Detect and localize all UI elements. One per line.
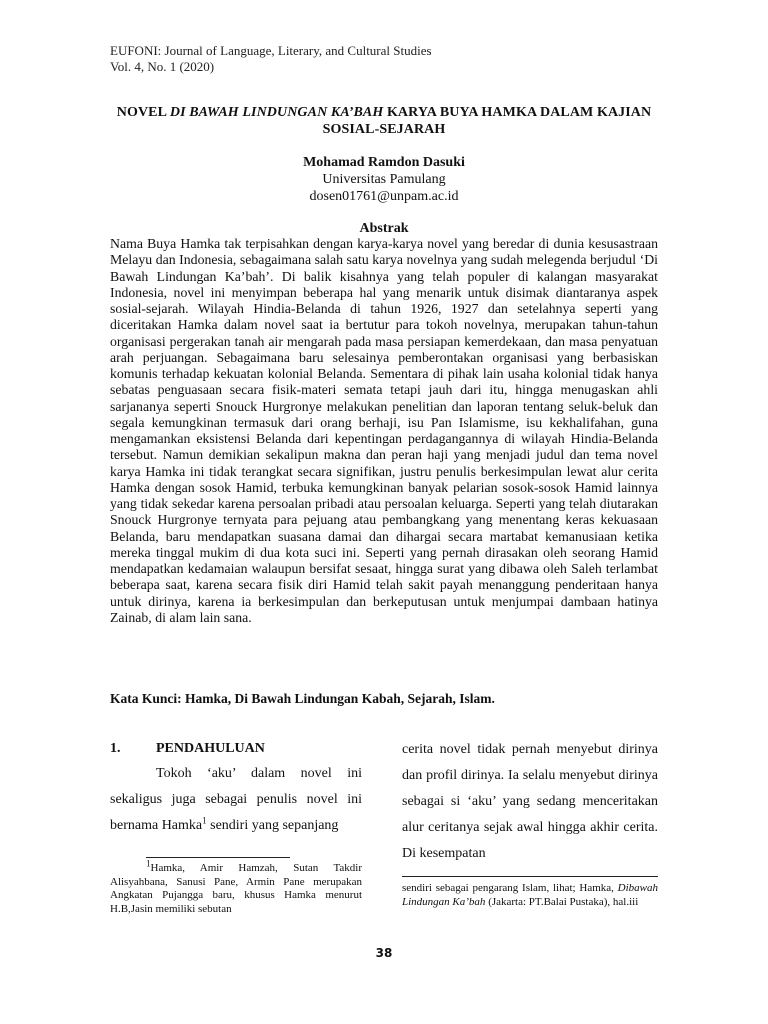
footnote-right-italic: Dibawah Lindungan Ka’bah — [402, 882, 658, 908]
intro-text-b: sendiri yang sepanjang — [206, 818, 339, 833]
author-affiliation: Universitas Pamulang — [322, 172, 446, 187]
author-email: dosen01761@unpam.ac.id — [309, 189, 459, 204]
section-number: 1. — [110, 741, 121, 756]
intro-text-a: Tokoh ‘aku’ dalam novel ini sekaligus juga sebagai penulis novel ini bernama Hamka — [110, 766, 362, 833]
page-number: 38 — [375, 946, 393, 960]
footnote-divider-left — [146, 857, 290, 858]
intro-paragraph-left — [110, 761, 362, 839]
author-block — [110, 154, 658, 205]
body-column-right: cerita novel tidak pernah menyebut dirinya dan profil dirinya. Ia selalu menyebut dirinya sebagai si ‘aku’ yang sedang menceritakan alur ceritanya sejak awal hingga akhir cerita. Di kesempatan — [402, 742, 658, 861]
footnote-right — [402, 882, 658, 909]
journal-name: EUFONI: Journal of Language, Literary, and Cultural Studies — [110, 43, 432, 58]
section-heading — [110, 737, 362, 761]
keywords: Kata Kunci: Hamka, Di Bawah Lindungan Kabah, Sejarah, Islam. — [110, 691, 495, 706]
footnote-mark-1: 1 — [146, 858, 151, 869]
footnote-left — [110, 858, 362, 916]
title-prefix: NOVEL — [116, 105, 170, 120]
section-title: PENDAHULUAN — [156, 741, 265, 756]
title-suffix: KARYA BUYA HAMKA DALAM KAJIAN SOSIAL-SEJARAH — [322, 105, 652, 137]
author-name: Mohamad Ramdon Dasuki — [303, 155, 465, 170]
body-column-left — [110, 737, 362, 839]
footnote-ref-1: 1 — [202, 815, 207, 826]
running-header — [110, 43, 432, 75]
journal-volume: Vol. 4, No. 1 (2020) — [110, 59, 215, 74]
abstract-text: Nama Buya Hamka tak terpisahkan dengan karya-karya novel yang beredar di dunia kesusastraan Melayu dan Indonesia, sebagaimana salah satu karya novelnya yang sudah melegenda berjudul ‘Di Bawah Lindungan Ka’bah’. Di balik kisahnya yang telah populer di kalangan masyarakat Indonesia, novel ini menyimpan beberapa hal yang menarik untuk disimak diantaranya aspek sosial-sejarah. Wilayah Hindia-Belanda di tahun 1926, 1927 dan setelahnya seperti yang diceritakan Hamka dalam novel saat ia bertutur para tokoh novelnya, merupakan tahun-tahun organisasi pergerakan tanah air mengarah pada masa persiapan kemerdekaan, dan masa penyatuan arah perjuangan. Sebagaimana baru selesainya pemberontakan organisasi yang berbasiskan komunis terhadap kekuatan kolonial Belanda. Sementara di pihak lain usaha kolonial tidak hanya sebatas penguasaan secara fisik-materi semata tetapi jauh dari itu, hingga menugaskan ahli sarjananya seperti Snouck Hurgronye melakukan penelitian dan laporan tentang seluk-beluk dan segala kemungkinan termasuk dari orang berhaji, isu Pan Islamisme, isu kekhalifahan, guna mengamankan eksistensi Belanda dari kepentingan perdagangannya di wilayah Hindia-Belanda tersebut. Namun demikian sekalipun makna dan peran haji yang menjadi judul dan tema novel karya Hamka ini tidak terangkat secara signifikan, justru penulis berkesimpulan lewat alur cerita Hamka dengan sosok Hamid, terbuka kemungkinan banyak pelarian sosok-sosok Hamid lainnya yang tidak sekedar karena persoalan pribadi atau persoalan keluarga. Seperti yang telah diutarakan Snouck Hurgronye ternyata para pejuang atau pembangkang yang menentang keras kekuasaan Belanda, baru mendapatkan suasana damai dan dihargai secara martabat kemanusiaan ketika mereka tinggal mukim di dua kota suci ini. Seperti yang pernah dirasakan oleh seorang Hamid mendapatkan kedamaian walaupun bersifat sesaat, hingga surat yang dibawa oleh Saleh terlambat beberapa saat, karena secara fisik diri Hamid telah sakit payah menanggung penderitaan hanya untuk dirinya, karena ia berkesimpulan dan berkeputusan untuk menjumpai dambaan hatinya Zainab, di alam lain sana. — [110, 236, 658, 625]
article-title — [110, 104, 658, 138]
title-novel-name: DI BAWAH LINDUNGAN KA’BAH — [169, 105, 384, 120]
footnote-divider-right — [402, 876, 658, 877]
footnote-right-text-b: (Jakarta: PT.Balai Pustaka), hal.iii — [485, 895, 639, 908]
footnote-left-text: Hamka, Amir Hamzah, Sutan Takdir Alisyahbana, Sanusi Pane, Armin Pane merupakan Angkatan Pujangga baru, khusus Hamka menurut H.B,Jasin memiliki sebutan — [110, 862, 362, 915]
footnote-right-text-a: sendiri sebagai pengarang Islam, lihat; Hamka, — [402, 882, 618, 894]
abstract-heading: Abstrak — [359, 221, 409, 236]
